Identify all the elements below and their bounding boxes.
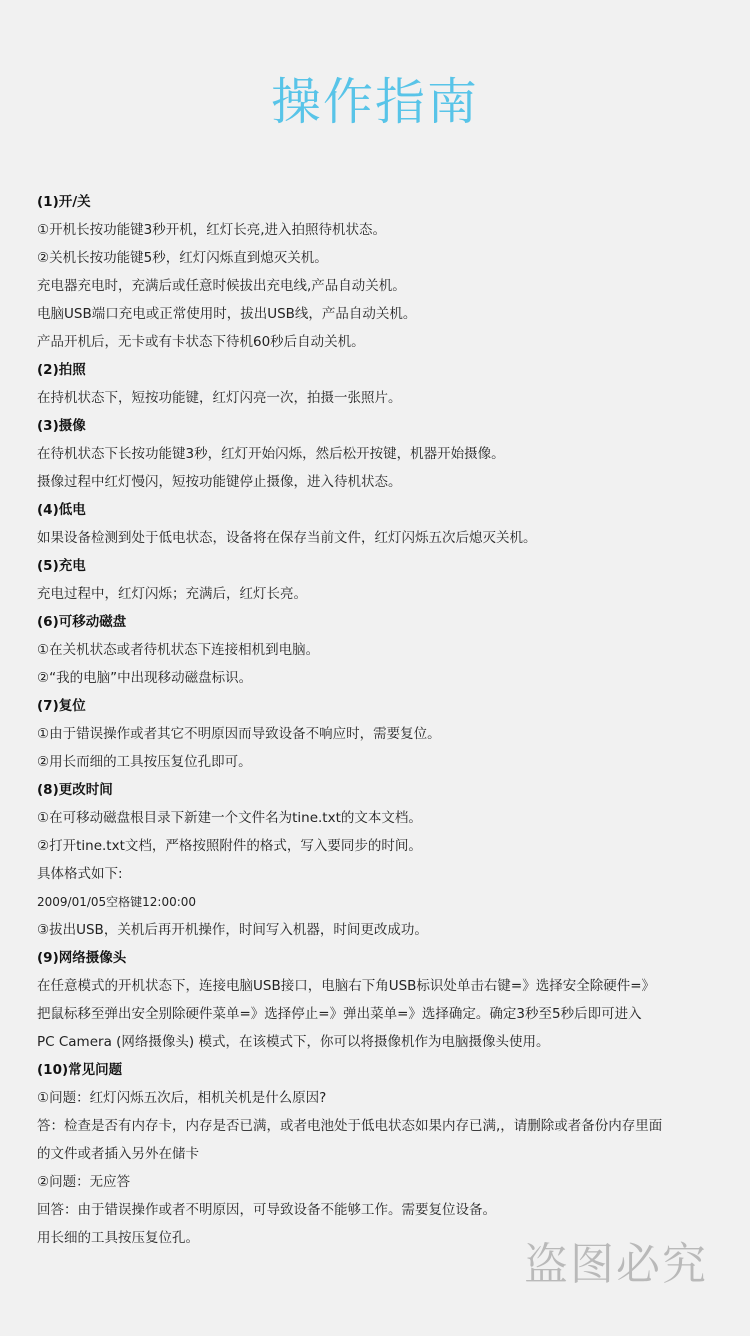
section-heading: (8)更改时间 (37, 782, 113, 798)
instruction-line: ②打开tine.txt文档，严格按照附件的格式，写入要同步的时间。 (37, 838, 422, 854)
instruction-line: ②问题：无应答 (37, 1174, 131, 1190)
section-heading: (1)开/关 (37, 194, 91, 210)
section-heading: (6)可移动磁盘 (37, 614, 127, 630)
watermark: 盗图必究 (524, 1239, 708, 1290)
instruction-line: ②关机长按功能键5秒，红灯闪烁直到熄灭关机。 (37, 250, 328, 266)
instruction-line: ②“我的电脑”中出现移动磁盘标识。 (37, 670, 253, 686)
instruction-line: 用长细的工具按压复位孔。 (37, 1230, 199, 1246)
page-title: 操作指南 (271, 73, 479, 131)
instruction-line: ①问题：红灯闪烁五次后，相机关机是什么原因? (37, 1090, 327, 1106)
instruction-content (37, 188, 727, 1252)
instruction-line: 充电过程中，红灯闪烁；充满后，红灯长亮。 (37, 586, 307, 602)
instruction-line: 电脑USB端口充电或正常使用时，拔出USB线，产品自动关机。 (37, 306, 417, 322)
instruction-line: 2009/01/05空格键12:00:00 (37, 895, 197, 909)
instruction-line: ①开机长按功能键3秒开机，红灯长亮,进入拍照待机状态。 (37, 222, 386, 238)
instruction-line: 把鼠标移至弹出安全别除硬件菜单=》选择停止=》弹出菜单=》选择确定。确定3秒至5秒后即可进入 (37, 1006, 642, 1022)
instruction-line: PC Camera (网络摄像头) 模式，在该模式下，你可以将摄像机作为电脑摄像头使用。 (37, 1034, 550, 1050)
instruction-line: 答：检查是否有内存卡，内存是否已满，或者电池处于低电状态如果内存已满,，请删除或者备份内存里面 (37, 1118, 663, 1134)
section-heading: (10)常见问题 (37, 1062, 123, 1078)
instruction-line: 具体格式如下: (37, 866, 123, 882)
section-heading: (2)拍照 (37, 362, 86, 378)
instruction-line: ③拔出USB，关机后再开机操作，时间写入机器，时间更改成功。 (37, 922, 428, 938)
instruction-line: 在持机状态下，短按功能键，红灯闪亮一次，拍摄一张照片。 (37, 390, 402, 406)
section-heading: (5)充电 (37, 558, 86, 574)
instruction-line: 在待机状态下长按功能键3秒，红灯开始闪烁，然后松开按键，机器开始摄像。 (37, 446, 505, 462)
instruction-line: ①由于错误操作或者其它不明原因而导致设备不响应时，需要复位。 (37, 726, 441, 742)
section-heading: (3)摄像 (37, 418, 86, 434)
instruction-line: 充电器充电时，充满后或任意时候拔出充电线,产品自动关机。 (37, 278, 406, 294)
instruction-line: 回答：由于错误操作或者不明原因，可导致设备不能够工作。需要复位设备。 (37, 1202, 496, 1218)
instruction-line: 摄像过程中红灯慢闪，短按功能键停止摄像，进入待机状态。 (37, 474, 402, 490)
instruction-line: 在任意模式的开机状态下，连接电脑USB接口，电脑右下角USB标识处单击右键=》选择安全除硬件=》 (37, 978, 656, 994)
instruction-line: 产品开机后，无卡或有卡状态下待机60秒后自动关机。 (37, 334, 365, 350)
section-heading: (4)低电 (37, 502, 86, 518)
instruction-line: 如果设备检测到处于低电状态，设备将在保存当前文件，红灯闪烁五次后熄灭关机。 (37, 530, 537, 546)
instruction-line: 的文件或者插入另外在储卡 (37, 1146, 199, 1162)
instruction-line: ②用长而细的工具按压复位孔即可。 (37, 754, 252, 770)
instruction-line: ①在关机状态或者待机状态下连接相机到电脑。 (37, 642, 320, 658)
section-heading: (7)复位 (37, 698, 86, 714)
section-heading: (9)网络摄像头 (37, 950, 127, 966)
instruction-line: ①在可移动磁盘根目录下新建一个文件名为tine.txt的文本文档。 (37, 810, 422, 826)
